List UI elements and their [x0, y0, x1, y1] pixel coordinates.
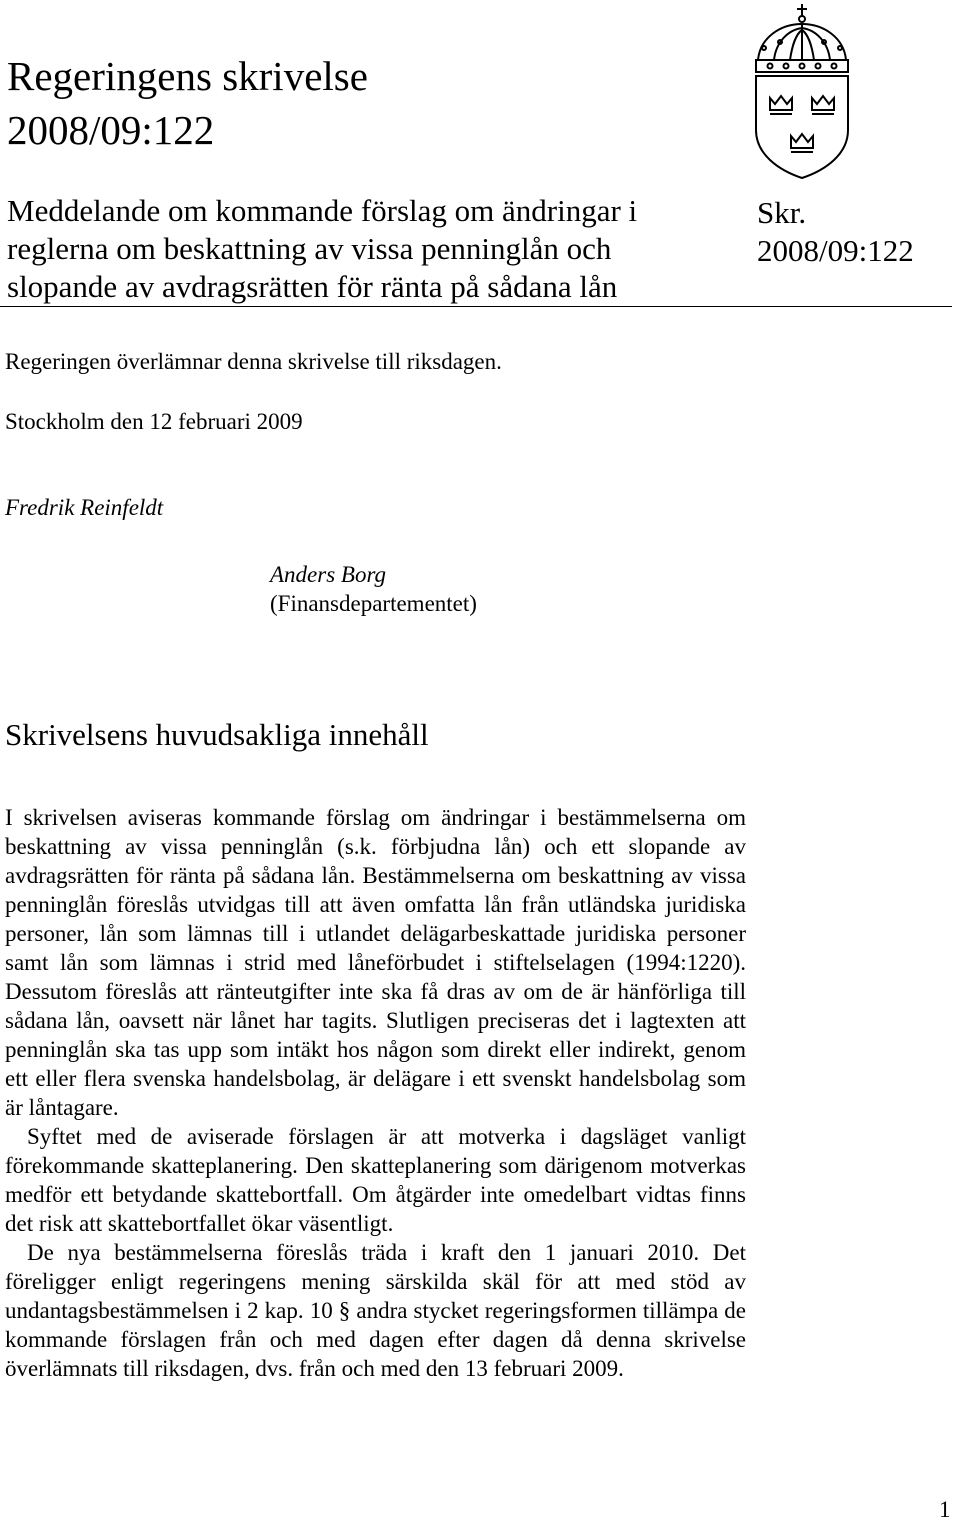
paragraph: I skrivelsen aviseras kommande förslag om ändringar i bestämmelserna om beskattning av vissa penninglån (s.k. förbjudna lån) och ett slopande av avdragsrätten för ränta på sådana lån. Bestämmelserna om beskattning av vissa penninglån föreslås utvidgas till att även omfatta lån från utländska juridiska personer, lån som lämnas till i utlandet delägarbeskattade juridiska personer samt lån som lämnas i strid med låneförbudet i stiftelselagen (1994:1220). Dessutom föreslås att ränteutgifter inte ska få dras av om de är hänförliga till sådana lån, oavsett när lånet har tagits. Slutligen preciseras det i lagtexten att penninglån ska tas upp som intäkt hos någon som direkt eller indirekt, genom ett eller flera svenska handelsbolag, är delägare i ett svenskt handelsbolag som är låntagare.	[5, 805, 746, 1120]
paragraph: Syftet med de aviserade förslagen är att motverka i dagsläget vanligt förekommande skatteplanering. Den skatteplanering som därigenom motverkas medför ett betydande skattebortfall. Om åtgärder inte omedelbart vidtas finns det risk att skattebortfallet ökar väsentligt.	[5, 1124, 746, 1236]
signature-minister: Anders Borg	[270, 562, 387, 587]
document-number-title: 2008/09:122	[7, 107, 215, 153]
signature-prime-minister: Fredrik Reinfeldt	[5, 495, 164, 520]
subtitle-line: Meddelande om kommande förslag om ändringar i	[7, 193, 638, 228]
intro-text: Regeringen överlämnar denna skrivelse till riksdagen.	[5, 349, 502, 374]
place-date: Stockholm den 12 februari 2009	[5, 409, 303, 434]
section-heading: Skrivelsens huvudsakliga innehåll	[5, 717, 429, 752]
subtitle-line: reglerna om beskattning av vissa penninglån och	[7, 231, 612, 266]
subtitle	[7, 192, 637, 306]
skr-number: 2008/09:122	[757, 233, 914, 268]
section-body	[5, 803, 746, 1383]
document-type-title: Regeringens skrivelse	[7, 53, 368, 99]
signature-department: (Finansdepartementet)	[270, 591, 477, 616]
paragraph: De nya bestämmelserna föreslås träda i kraft den 1 januari 2010. Det föreligger enligt regeringens mening särskilda skäl för att med stöd av undantagsbestämmelsen i 2 kap. 10 § andra stycket regeringsformen tillämpa de kommande förslagen från och med dagen efter dagen då denna skrivelse överlämnats till riksdagen, dvs. från och med den 13 februari 2009.	[5, 1240, 746, 1381]
subtitle-line: slopande av avdragsrätten för ränta på sådana lån	[7, 269, 618, 304]
swedish-coat-of-arms-icon	[750, 2, 854, 182]
page-number: 1	[939, 1497, 951, 1522]
header-divider	[0, 306, 952, 307]
skr-label: Skr.	[757, 195, 807, 230]
